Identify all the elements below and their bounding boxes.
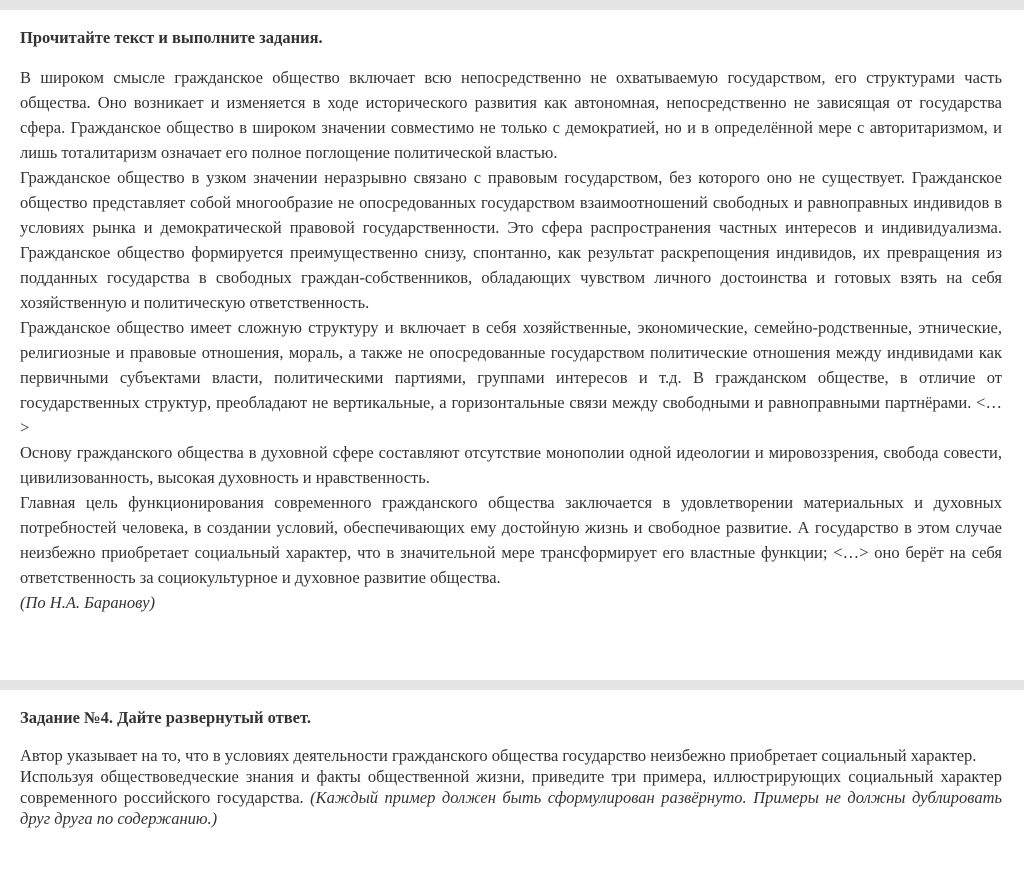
text-source: (По Н.А. Баранову) <box>20 593 156 612</box>
task-note: (Каждый пример должен быть сформулирован развёрнуто. Примеры не должны дублировать друг друга по содержанию.) <box>20 788 1002 828</box>
task-title: Задание №4. Дайте развернутый ответ. <box>20 708 311 727</box>
task-paragraph-2-text: Используя обществоведческие знания и факты общественной жизни, приведите три примера, иллюстрирующих социальный характер современного российского государства. <box>20 767 1002 807</box>
section-divider <box>0 680 1024 690</box>
text-paragraph-5: Главная цель функционирования современного гражданского общества заключается в удовлетворении материальных и духовных потребностей человека, в создании условий, обеспечивающих ему достойную жизнь и свободное развитие. А государство в этом случае неизбежно приобретает социальный характер, что в значительной мере трансформирует его властные функции; <…> оно берёт на себя ответственность за социокультурное и духовное развитие общества. <box>20 493 1002 587</box>
task-section <box>20 707 1002 829</box>
task-paragraph-1: Автор указывает на то, что в условиях деятельности гражданского общества государство неизбежно приобретает социальный характер. <box>20 746 977 765</box>
task-paragraph-2 <box>20 766 1002 829</box>
text-paragraph-3: Гражданское общество имеет сложную структуру и включает в себя хозяйственные, экономические, семейно-родственные, этнические, религиозные и правовые отношения, мораль, а также не опосредованные государством политические отношения между индивидами как первичными субъектами власти, политическими партиями, группами интересов и т.д. В гражданском обществе, в отличие от государственных структур, преобладают не вертикальные, а горизонтальные связи между свободными и равноправными партнёрами. <…> <box>20 318 1002 437</box>
text-paragraph-2: Гражданское общество в узком значении неразрывно связано с правовым государством, без которого оно не существует. Гражданское общество представляет собой многообразие не опосредованных государством взаимоотношений свободных и равноправных индивидов в условиях рынка и демократической правовой государственности. Это сфера распространения частных интересов и индивидуализма. Гражданское общество формируется преимущественно снизу, спонтанно, как результат раскрепощения индивидов, их превращения из подданных государства в свободных граждан-собственников, обладающих чувством личного достоинства и готовых взять на себя хозяйственную и политическую ответственность. <box>20 168 1002 312</box>
text-paragraph-4: Основу гражданского общества в духовной сфере составляют отсутствие монополии одной идеологии и мировоззрения, свобода совести, цивилизованность, высокая духовность и нравственность. <box>20 443 1002 487</box>
reading-text-section <box>20 27 1002 615</box>
text-paragraph-1: В широком смысле гражданское общество включает всю непосредственно не охватываемую государством, его структурами часть общества. Оно возникает и изменяется в ходе исторического развития как автономная, непосредственно не зависящая от государства сфера. Гражданское общество в широком значении совместимо не только с демократией, но и в определённой мере с авторитаризмом, и лишь тоталитаризм означает его полное поглощение политической властью. <box>20 68 1002 162</box>
top-divider-bar <box>0 0 1024 10</box>
reading-instruction: Прочитайте текст и выполните задания. <box>20 28 323 47</box>
